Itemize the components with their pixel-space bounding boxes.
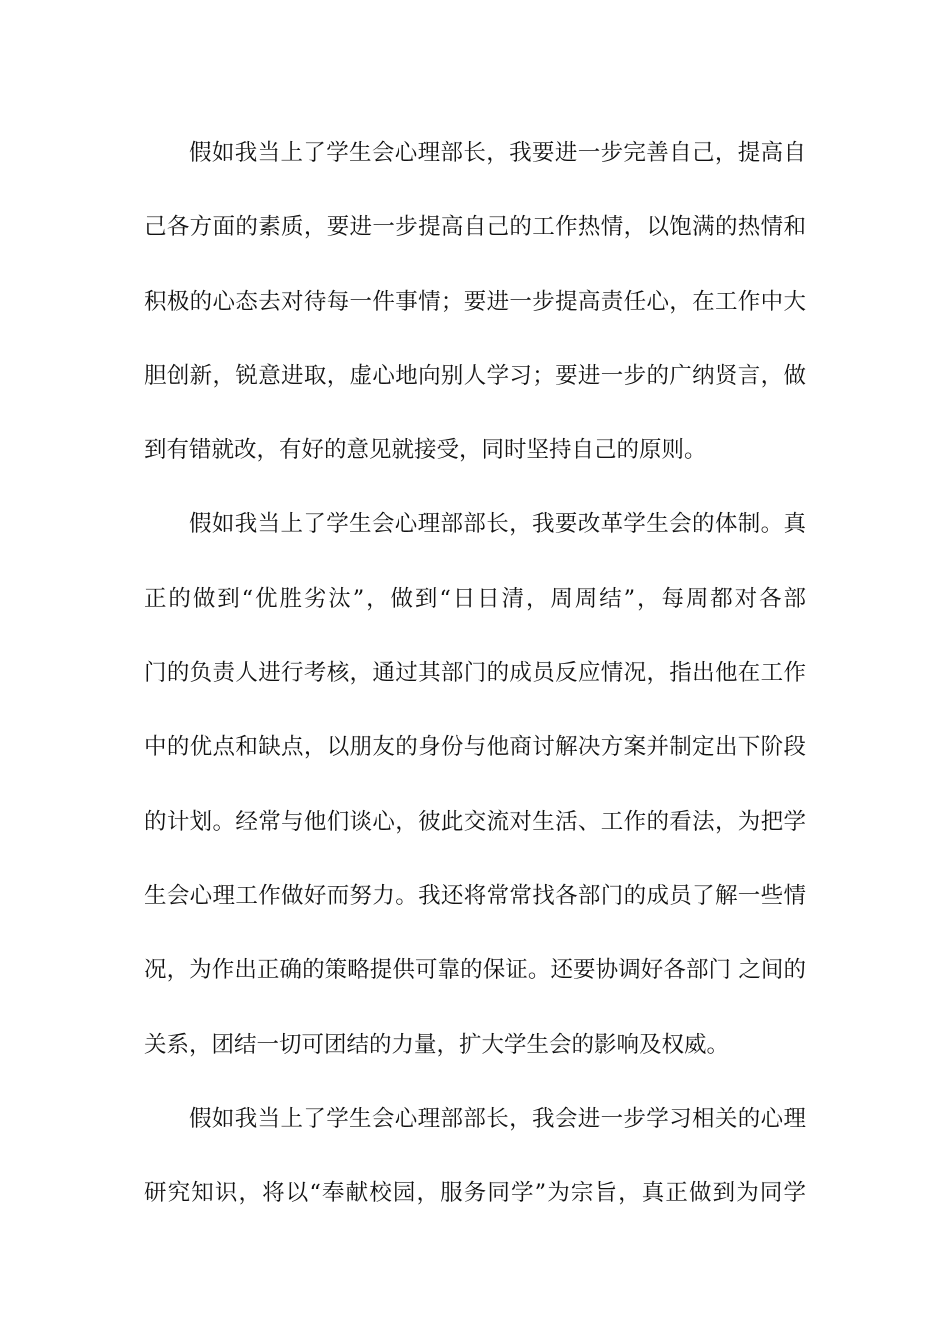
paragraph-line: 己各方面的素质，要进一步提高自己的工作热情，以饱满的热情和 [144, 214, 806, 241]
paragraph-2 [144, 498, 806, 1092]
paragraph-line: 况，为作出正确的策略提供可靠的保证。还要协调好各部门 之间的 [144, 957, 806, 984]
paragraph-line: 到有错就改，有好的意见就接受，同时坚持自己的原则。 [144, 437, 707, 464]
paragraph-line: 积极的心态去对待每一件事情；要进一步提高责任心，在工作中大 [144, 288, 806, 315]
paragraph-line: 假如我当上了学生会心理部长，我要进一步完善自己，提高自 [189, 140, 806, 166]
paragraph-line: 的计划。经常与他们谈心，彼此交流对生活、工作的看法，为把学 [144, 808, 806, 835]
document-body [144, 127, 806, 1241]
paragraph-line: 中的优点和缺点，以朋友的身份与他商讨解决方案并制定出下阶段 [144, 734, 806, 761]
paragraph-line: 门的负责人进行考核，通过其部门的成员反应情况，指出他在工作 [144, 660, 806, 687]
paragraph-line: 正的做到“优胜劣汰”，做到“日日清，周周结”，每周都对各部 [144, 585, 806, 612]
paragraph-line: 生会心理工作做好而努力。我还将常常找各部门的成员了解一些情 [144, 882, 806, 909]
paragraph-line: 假如我当上了学生会心理部部长，我会进一步学习相关的心理 [189, 1105, 806, 1132]
paragraph-line: 胆创新，锐意进取，虚心地向别人学习；要进一步的广纳贤言，做 [144, 362, 806, 389]
paragraph-line: 假如我当上了学生会心理部部长，我要改革学生会的体制。真 [189, 511, 806, 538]
paragraph-line: 关系，团结一切可团结的力量，扩大学生会的影响及权威。 [144, 1031, 730, 1058]
paragraph-3 [144, 1093, 806, 1242]
paragraph-line: 研究知识，将以“奉献校园，服务同学”为宗旨，真正做到为同学 [144, 1180, 806, 1207]
paragraph-1 [144, 127, 806, 498]
